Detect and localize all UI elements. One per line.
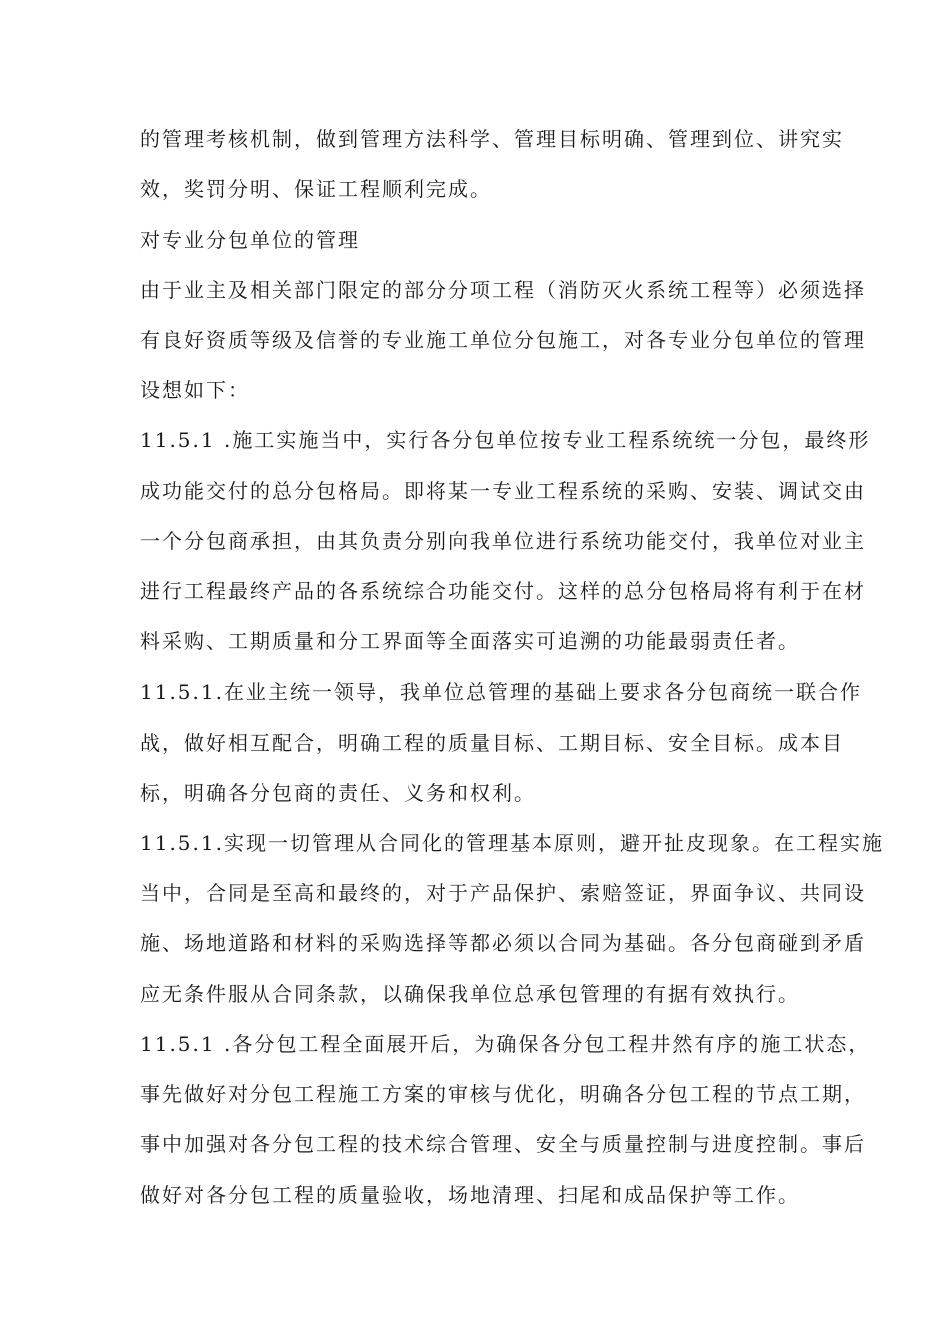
text-line: 事中加强对各分包工程的技术综合管理、安全与质量控制与进度控制。事后 <box>140 1132 866 1156</box>
text-line: 的管理考核机制，做到管理方法科学、管理目标明确、管理到位、讲究实 <box>140 127 844 151</box>
text-line: 11.5.1.实现一切管理从合同化的管理基本原则，避开扯皮现象。在工程实施 <box>140 831 884 855</box>
text-line: 一个分包商承担，由其负责分别向我单位进行系统功能交付，我单位对业主 <box>140 529 866 553</box>
text-line: 11.5.1 .施工实施当中，实行各分包单位按专业工程系统统一分包，最终形 <box>140 428 871 452</box>
text-line: 标，明确各分包商的责任、义务和权利。 <box>140 781 536 805</box>
text-line: 进行工程最终产品的各系统综合功能交付。这样的总分包格局将有利于在材 <box>140 579 866 603</box>
text-line: 11.5.1.在业主统一领导，我单位总管理的基础上要求各分包商统一联合作 <box>140 680 862 704</box>
text-line: 事先做好对分包工程施工方案的审核与优化，明确各分包工程的节点工期， <box>140 1082 866 1106</box>
text-line: 成功能交付的总分包格局。即将某一专业工程系统的采购、安装、调试交由 <box>140 479 866 503</box>
text-line: 有良好资质等级及信誉的专业施工单位分包施工，对各专业分包单位的管理 <box>140 328 866 352</box>
text-line: 做好对各分包工程的质量验收，场地清理、扫尾和成品保护等工作。 <box>140 1183 800 1207</box>
text-line: 料采购、工期质量和分工界面等全面落实可追溯的功能最弱责任者。 <box>140 629 800 653</box>
text-line: 施、场地道路和材料的采购选择等都必须以合同为基础。各分包商碰到矛盾 <box>140 931 866 955</box>
text-line: 当中，合同是至高和最终的，对于产品保护、索赔签证，界面争议、共同设 <box>140 881 866 905</box>
text-line: 应无条件服从合同条款，以确保我单位总承包管理的有据有效执行。 <box>140 982 800 1006</box>
text-line: 设想如下： <box>140 378 250 402</box>
text-line: 11.5.1 .各分包工程全面展开后，为确保各分包工程井然有序的施工状态， <box>140 1032 871 1056</box>
text-line: 由于业主及相关部门限定的部分分项工程（消防灭火系统工程等）必须选择 <box>140 278 866 302</box>
text-line: 效，奖罚分明、保证工程顺利完成。 <box>140 177 492 201</box>
text-line: 战，做好相互配合，明确工程的质量目标、工期目标、安全目标。成本目 <box>140 731 844 755</box>
section-heading: 对专业分包单位的管理 <box>140 228 360 252</box>
